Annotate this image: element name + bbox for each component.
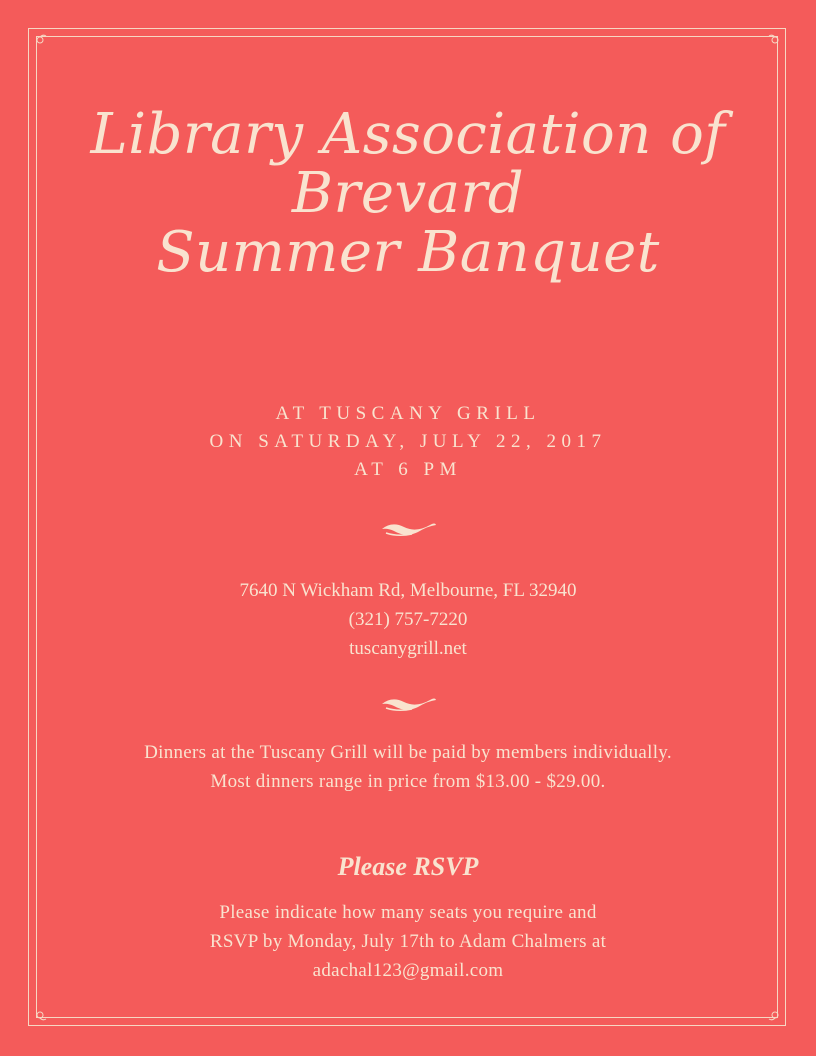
corner-swirl-icon: [768, 33, 782, 47]
page-title: [0, 102, 816, 285]
rsvp-instructions: [0, 898, 816, 985]
venue-address: 7640 N Wickham Rd, Melbourne, FL 32940: [239, 580, 577, 601]
event-time: AT 6 PM: [354, 459, 462, 480]
rsvp-heading: Please RSVP: [337, 852, 479, 881]
venue-info: [0, 576, 816, 663]
corner-swirl-icon: [768, 1008, 782, 1022]
flourish-divider-icon: [378, 517, 438, 539]
rsvp-line-2: RSVP by Monday, July 17th to Adam Chalmers at: [209, 931, 607, 952]
event-date: ON SATURDAY, JULY 22, 2017: [209, 431, 607, 452]
title-line-1: Library Association of: [90, 102, 726, 167]
flourish-divider-icon: [378, 692, 438, 714]
dinner-info: [0, 738, 816, 796]
venue-website[interactable]: tuscanygrill.net: [349, 638, 467, 659]
rsvp-line-1: Please indicate how many seats you require and: [219, 902, 597, 923]
corner-swirl-icon: [33, 1008, 47, 1022]
dinner-line-2: Most dinners range in price from $13.00 - $29.00.: [210, 771, 606, 792]
title-line-3: Summer Banquet: [156, 219, 660, 285]
event-details: [0, 400, 816, 484]
title-line-2: Brevard: [291, 160, 525, 226]
venue-phone: (321) 757-7220: [348, 609, 468, 630]
corner-swirl-icon: [33, 33, 47, 47]
rsvp-email[interactable]: adachal123@gmail.com: [312, 960, 504, 981]
dinner-line-1: Dinners at the Tuscany Grill will be paid by members individually.: [144, 742, 672, 763]
event-location: AT TUSCANY GRILL: [275, 403, 541, 424]
